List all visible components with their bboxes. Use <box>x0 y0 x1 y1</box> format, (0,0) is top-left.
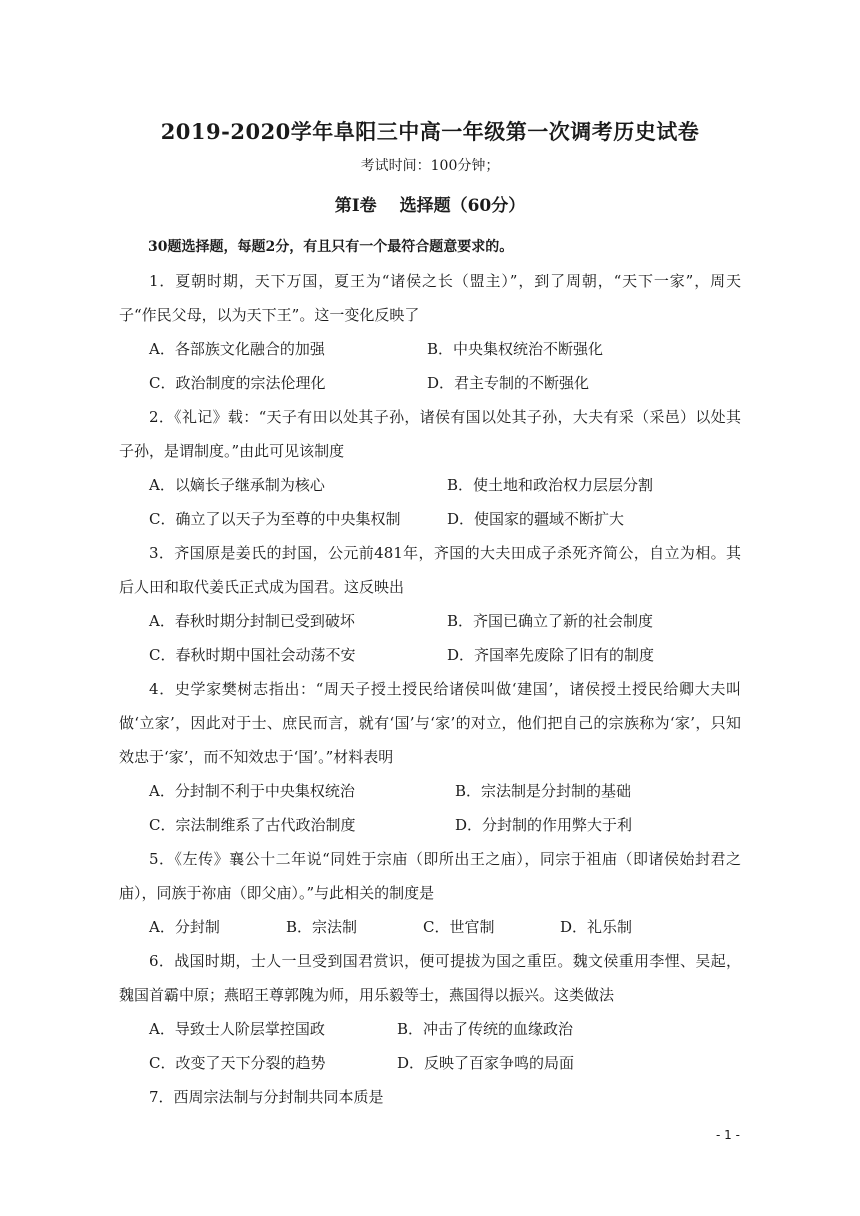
option-b: B．齐国已确立了新的社会制度 <box>447 612 654 630</box>
option-b: B．宗法制是分封制的基础 <box>455 782 632 800</box>
question-1-options <box>119 332 741 366</box>
option-c: C．改变了天下分裂的趋势 <box>149 1054 326 1072</box>
option-b: B．使土地和政治权力层层分割 <box>447 476 654 494</box>
option-d: D．分封制的作用弊大于利 <box>455 816 633 834</box>
question-6-options <box>119 1012 741 1046</box>
option-a: A．春秋时期分封制已受到破坏 <box>149 612 355 630</box>
question-4-options <box>119 774 741 808</box>
question-1-options <box>119 366 741 400</box>
question-3-options <box>119 604 741 638</box>
question-3-stem: 3．齐国原是姜氏的封国，公元前481年，齐国的大夫田成子杀死齐简公，自立为相。其后人田和取代姜氏正式成为国君。这反映出 <box>119 544 741 596</box>
question-list <box>119 264 741 1114</box>
section-heading: 第Ⅰ卷 选择题（60分） <box>334 196 526 216</box>
question-5-options <box>119 910 741 944</box>
option-d: D．齐国率先废除了旧有的制度 <box>447 646 655 664</box>
option-c: C．政治制度的宗法伦理化 <box>149 374 326 392</box>
question-1-stem: 1．夏朝时期，天下万国，夏王为“诸侯之长（盟主）”，到了周朝，“天下一家”，周天子“作民父母，以为天下王”。这一变化反映了 <box>119 272 741 324</box>
option-d: D．礼乐制 <box>560 918 633 936</box>
exam-time: 考试时间：100分钟； <box>360 158 500 174</box>
option-b: B．宗法制 <box>286 918 358 936</box>
option-c: C．春秋时期中国社会动荡不安 <box>149 646 356 664</box>
page-title: 2019-2020学年阜阳三中高一年级第一次调考历史试卷 <box>160 119 700 144</box>
question-5-stem: 5．《左传》襄公十二年说“同姓于宗庙（即所出王之庙），同宗于祖庙（即诸侯始封君之庙），同族于祢庙（即父庙）。”与此相关的制度是 <box>119 850 741 902</box>
option-a: A．导致士人阶层掌控国政 <box>149 1020 325 1038</box>
option-a: A．以嫡长子继承制为核心 <box>149 476 325 494</box>
question-3-options <box>119 638 741 672</box>
question-2-options <box>119 468 741 502</box>
option-d: D．反映了百家争鸣的局面 <box>397 1054 575 1072</box>
option-c: C．确立了以天子为至尊的中央集权制 <box>149 510 401 528</box>
question-6-stem: 6．战国时期，士人一旦受到国君赏识，便可提拔为国之重臣。魏文侯重用李悝、吴起，魏国首霸中原；燕昭王尊郭隗为师，用乐毅等士，燕国得以振兴。这类做法 <box>119 952 741 1004</box>
option-a: A．分封制 <box>149 918 220 936</box>
question-4-options <box>119 808 741 842</box>
question-2-stem: 2．《礼记》载：“天子有田以处其子孙，诸侯有国以处其子孙，大夫有采（采邑）以处其子孙，是谓制度。”由此可见该制度 <box>119 408 741 460</box>
question-6-options <box>119 1046 741 1080</box>
question-4-stem: 4．史学家樊树志指出：“周天子授土授民给诸侯叫做‘建国’，诸侯授土授民给卿大夫叫做‘立家’，因此对于士、庶民而言，就有‘国’与‘家’的对立，他们把自己的宗族称为‘家’，只知效忠于‘家’，而不知效忠于‘国’。”材料表明 <box>119 680 741 766</box>
page-number: - 1 - <box>716 1128 740 1142</box>
instructions: 30题选择题，每题2分，有且只有一个最符合题意要求的。 <box>148 239 514 255</box>
option-d: D．君主专制的不断强化 <box>427 374 590 392</box>
option-a: A．分封制不利于中央集权统治 <box>149 782 355 800</box>
option-d: D．使国家的疆域不断扩大 <box>447 510 625 528</box>
option-c: C．世官制 <box>423 918 495 936</box>
question-7-stem: 7．西周宗法制与分封制共同本质是 <box>149 1088 384 1106</box>
option-b: B．中央集权统治不断强化 <box>427 340 604 358</box>
option-b: B．冲击了传统的血缘政治 <box>397 1020 574 1038</box>
option-c: C．宗法制维系了古代政治制度 <box>149 816 356 834</box>
option-a: A．各部族文化融合的加强 <box>149 340 325 358</box>
question-2-options <box>119 502 741 536</box>
